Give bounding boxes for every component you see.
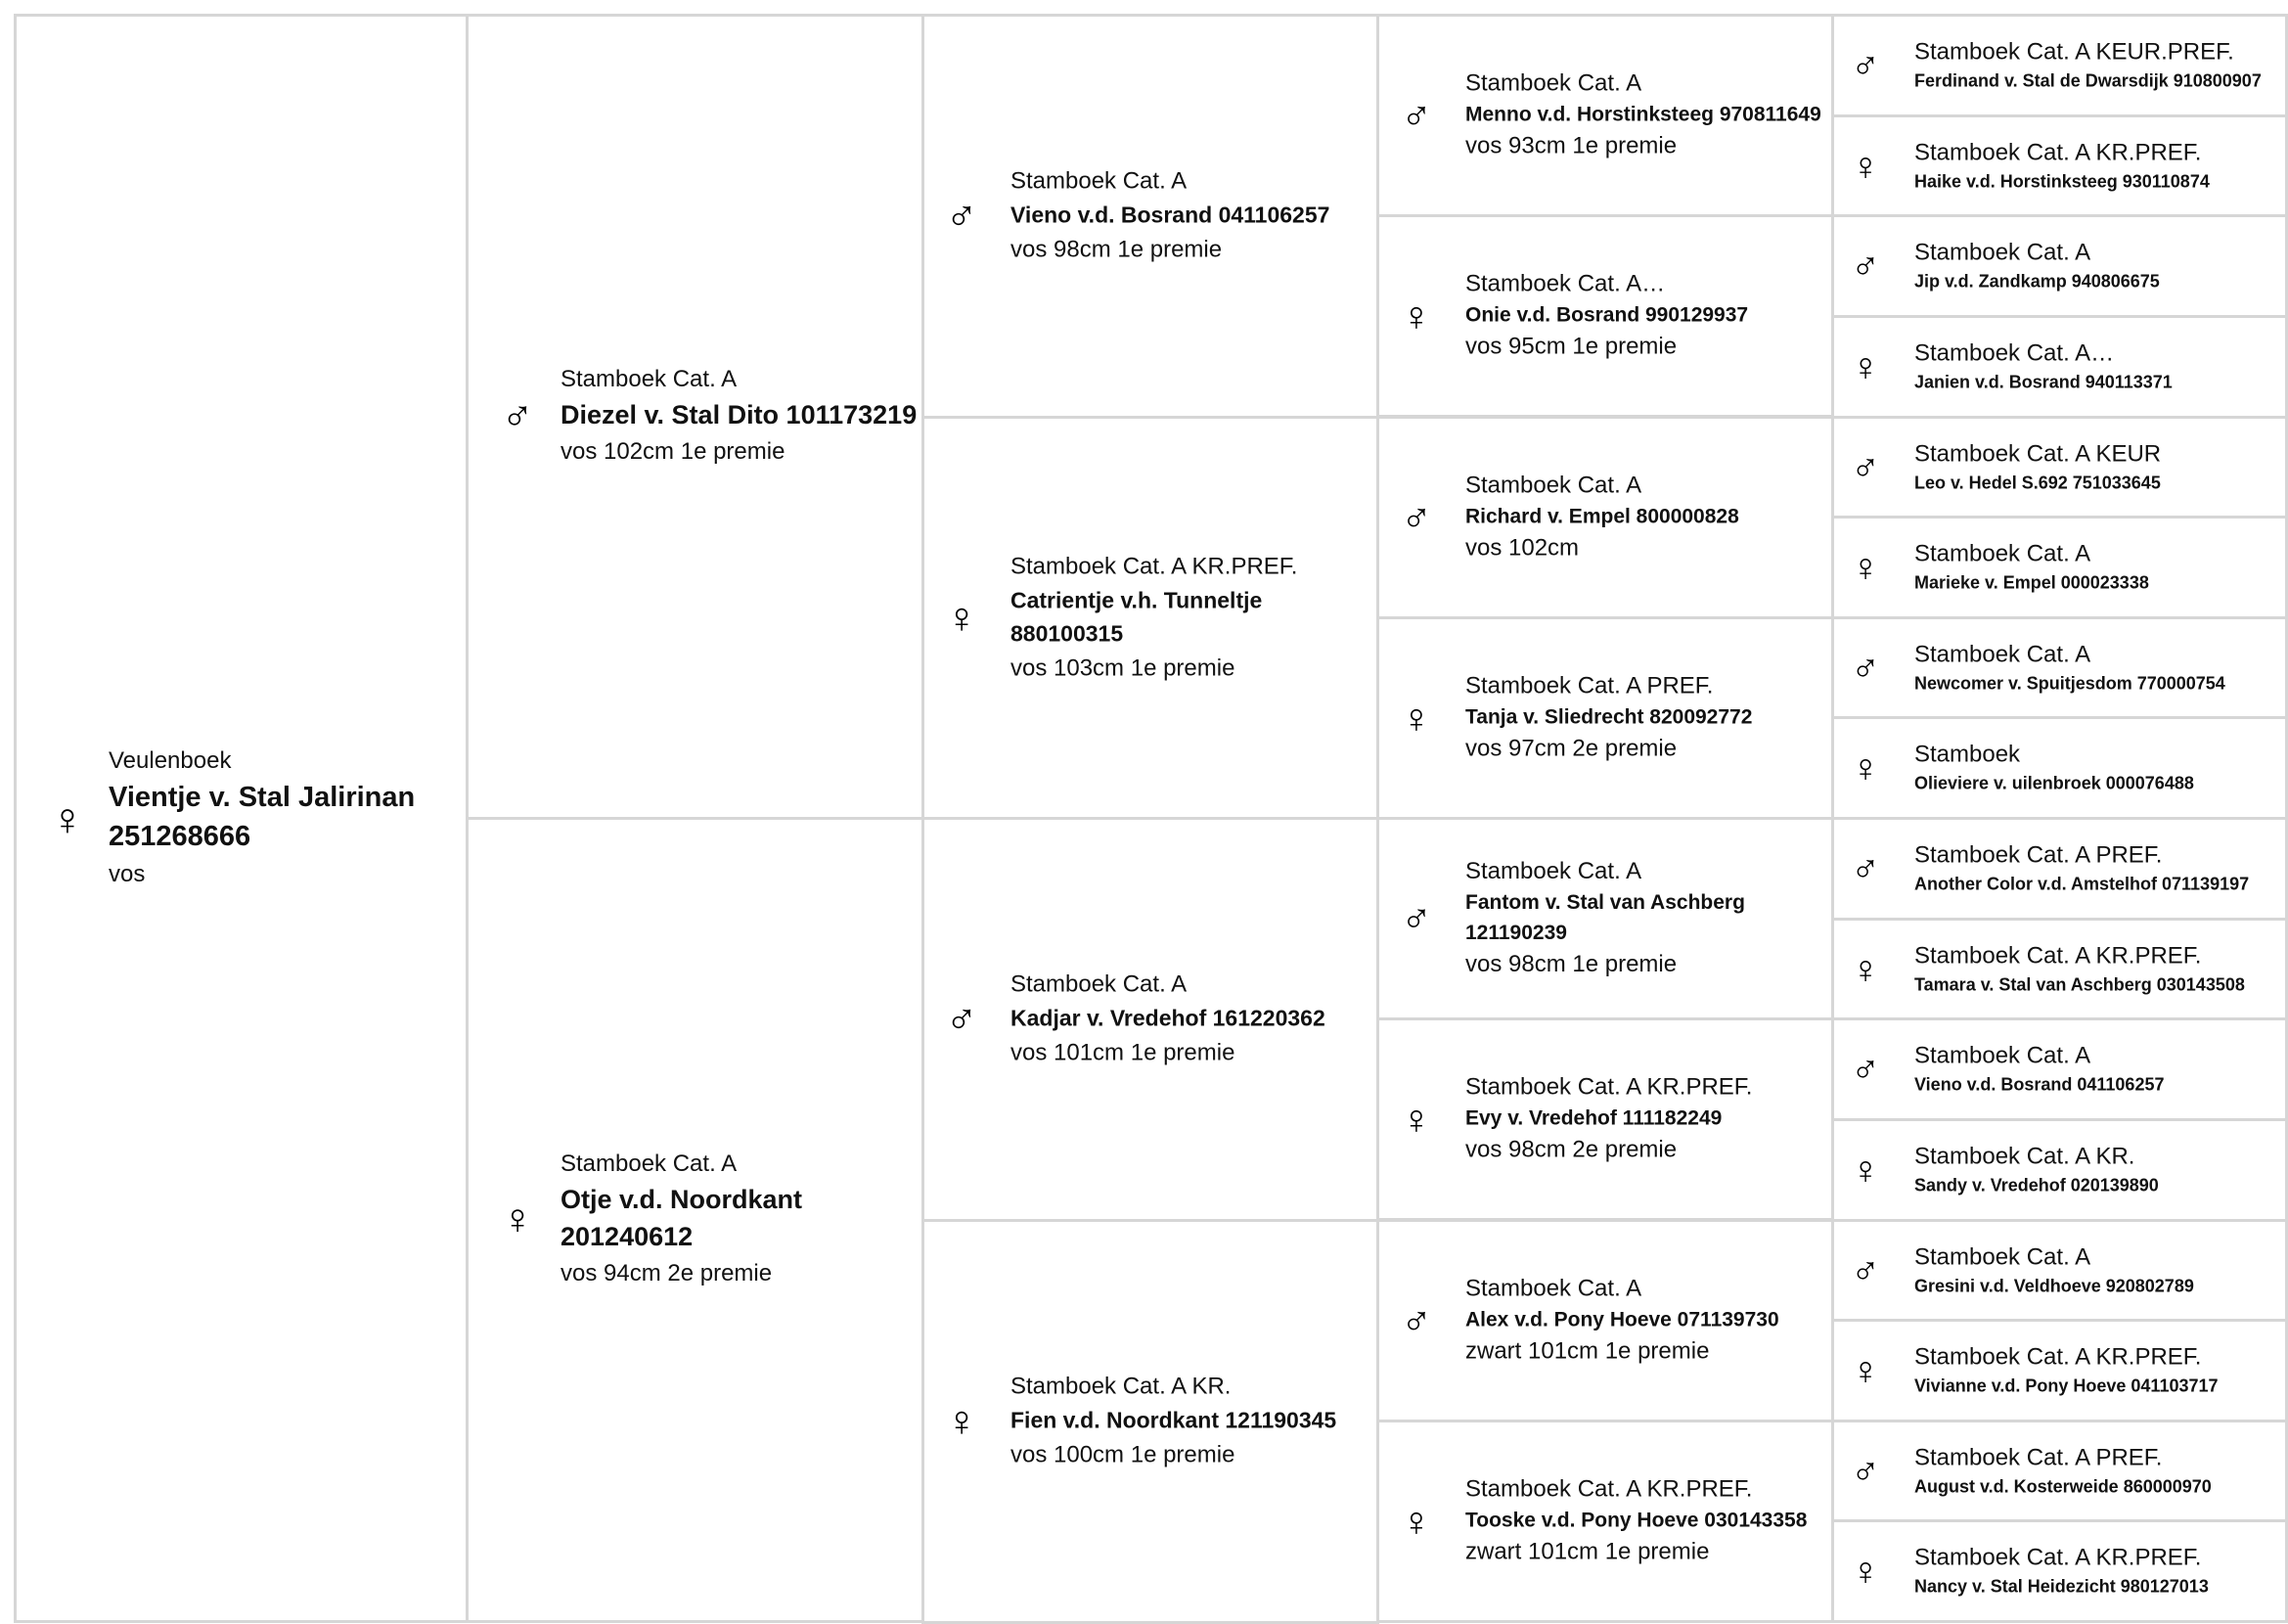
male-symbol-icon: ♂	[1851, 44, 1880, 87]
horse-dss-details: vos 98cm 1e premie	[1465, 951, 1678, 977]
horse-s-content	[469, 363, 921, 471]
horse-dss-name[interactable]: Fantom v. Stal van Aschberg 121190239	[1465, 891, 1745, 944]
horse-ddd-info	[1465, 1474, 1831, 1569]
horse-sdss-info	[1914, 439, 2285, 497]
horse-ssds-content	[1834, 238, 2285, 295]
female-symbol-icon: ♀	[1851, 1149, 1880, 1192]
horse-subject-info	[109, 744, 466, 893]
horse-ssss-content	[1834, 37, 2285, 95]
female-symbol-icon: ♀	[1851, 145, 1880, 188]
horse-dsdd-studbook: Stamboek Cat. A KR.	[1914, 1143, 2135, 1170]
horse-ddd-card[interactable]	[1376, 1420, 1834, 1623]
horse-ds-info	[1010, 969, 1376, 1071]
horse-dsdd-card[interactable]	[1831, 1118, 2288, 1222]
horse-ss-card[interactable]	[921, 14, 1379, 419]
horse-dssd-card[interactable]	[1831, 918, 2288, 1021]
horse-dsdd-content	[1834, 1142, 2285, 1199]
horse-sdds-studbook: Stamboek Cat. A	[1914, 641, 2091, 668]
horse-ddsd-studbook: Stamboek Cat. A KR.PREF.	[1914, 1343, 2202, 1371]
female-symbol-icon: ♀	[1401, 1498, 1432, 1544]
horse-dssd-content	[1834, 941, 2285, 999]
horse-ddd-name[interactable]: Tooske v.d. Pony Hoeve 030143358	[1465, 1509, 1808, 1532]
horse-ssss-info	[1914, 37, 2285, 95]
horse-ssdd-content	[1834, 338, 2285, 396]
horse-d-card[interactable]	[466, 817, 924, 1623]
horse-dddd-card[interactable]	[1831, 1519, 2288, 1623]
horse-ss-studbook: Stamboek Cat. A	[1010, 167, 1188, 195]
horse-sd-card[interactable]	[921, 416, 1379, 821]
horse-dddd-name[interactable]: Nancy v. Stal Heidezicht 980127013	[1914, 1576, 2209, 1597]
horse-sdss-name[interactable]: Leo v. Hedel S.692 751033645	[1914, 473, 2161, 493]
horse-sdsd-content	[1834, 539, 2285, 597]
horse-dss-info	[1465, 856, 1831, 981]
female-symbol-icon: ♀	[1851, 948, 1880, 991]
horse-ddds-content	[1834, 1443, 2285, 1501]
horse-sdsd-info	[1914, 539, 2285, 597]
horse-dssd-info	[1914, 941, 2285, 999]
male-symbol-icon: ♂	[1851, 1450, 1880, 1493]
horse-sssd-card[interactable]	[1831, 114, 2288, 218]
male-symbol-icon: ♂	[945, 995, 978, 1043]
horse-ss-content	[924, 165, 1376, 268]
horse-dsds-studbook: Stamboek Cat. A	[1914, 1042, 2091, 1069]
horse-dsds-card[interactable]	[1831, 1017, 2288, 1121]
horse-sd-studbook: Stamboek Cat. A KR.PREF.	[1010, 553, 1298, 580]
horse-sdd-info	[1465, 671, 1831, 766]
horse-ddss-info	[1914, 1242, 2285, 1300]
male-symbol-icon: ♂	[1851, 446, 1880, 489]
horse-ssdd-info	[1914, 338, 2285, 396]
horse-ddds-card[interactable]	[1831, 1420, 2288, 1523]
horse-ssds-card[interactable]	[1831, 214, 2288, 318]
horse-sdd-details: vos 97cm 2e premie	[1465, 735, 1678, 762]
horse-dsds-info	[1914, 1041, 2285, 1099]
horse-sds-details: vos 102cm	[1465, 534, 1580, 562]
horse-sds-studbook: Stamboek Cat. A	[1465, 472, 1642, 499]
horse-dsd-name[interactable]: Evy v. Vredehof 111182249	[1465, 1106, 1723, 1130]
horse-sddd-studbook: Stamboek	[1914, 741, 2021, 768]
male-symbol-icon: ♂	[1401, 1297, 1432, 1343]
horse-ssdd-studbook: Stamboek Cat. A…	[1914, 339, 2115, 367]
horse-ddsd-name[interactable]: Vivianne v.d. Pony Hoeve 041103717	[1914, 1376, 2219, 1396]
female-symbol-icon: ♀	[50, 792, 85, 844]
horse-ddd-content	[1379, 1474, 1831, 1569]
female-symbol-icon: ♀	[501, 1195, 534, 1243]
horse-subject-content	[17, 744, 466, 893]
horse-s-details: vos 102cm 1e premie	[561, 438, 785, 465]
horse-sdd-content	[1379, 671, 1831, 766]
horse-sssd-name[interactable]: Haike v.d. Horstinksteeg 930110874	[1914, 171, 2210, 192]
horse-subject-name[interactable]: Vientje v. Stal Jalirinan 251268666	[109, 781, 416, 852]
horse-dds-info	[1465, 1274, 1831, 1369]
horse-sds-content	[1379, 471, 1831, 565]
horse-ddss-studbook: Stamboek Cat. A	[1914, 1243, 2091, 1271]
horse-dds-content	[1379, 1274, 1831, 1369]
horse-d-name[interactable]: Otje v.d. Noordkant 201240612	[561, 1185, 803, 1251]
horse-ds-content	[924, 969, 1376, 1071]
horse-sd-name[interactable]: Catrientje v.h. Tunneltje 880100315	[1010, 587, 1263, 647]
horse-sdds-name[interactable]: Newcomer v. Spuitjesdom 770000754	[1914, 673, 2225, 694]
horse-sd-info	[1010, 551, 1376, 687]
horse-dsds-content	[1834, 1041, 2285, 1099]
horse-dddd-info	[1914, 1543, 2285, 1601]
horse-sddd-content	[1834, 740, 2285, 797]
horse-sdd-card[interactable]	[1376, 616, 1834, 820]
horse-ddds-studbook: Stamboek Cat. A PREF.	[1914, 1444, 2163, 1471]
horse-dds-details: zwart 101cm 1e premie	[1465, 1337, 1710, 1365]
horse-sss-details: vos 93cm 1e premie	[1465, 132, 1678, 159]
horse-s-name[interactable]: Diezel v. Stal Dito 101173219	[561, 400, 918, 429]
horse-dd-studbook: Stamboek Cat. A KR.	[1010, 1373, 1232, 1400]
male-symbol-icon: ♂	[1851, 245, 1880, 288]
male-symbol-icon: ♂	[1401, 92, 1432, 138]
horse-ddss-name[interactable]: Gresini v.d. Veldhoeve 920802789	[1914, 1276, 2194, 1296]
male-symbol-icon: ♂	[501, 392, 534, 440]
male-symbol-icon: ♂	[1401, 895, 1432, 941]
horse-dddd-studbook: Stamboek Cat. A KR.PREF.	[1914, 1544, 2202, 1571]
horse-s-card[interactable]	[466, 14, 924, 820]
horse-d-content	[469, 1148, 921, 1292]
horse-dd-content	[924, 1371, 1376, 1473]
female-symbol-icon: ♀	[945, 1397, 978, 1445]
female-symbol-icon: ♀	[1851, 1550, 1880, 1593]
horse-ss-name[interactable]: Vieno v.d. Bosrand 041106257	[1010, 202, 1330, 228]
female-symbol-icon: ♀	[1851, 345, 1880, 388]
horse-dd-card[interactable]	[921, 1219, 1379, 1624]
horse-ds-name[interactable]: Kadjar v. Vredehof 161220362	[1010, 1005, 1325, 1031]
horse-ssd-info	[1465, 269, 1831, 364]
horse-ds-card[interactable]	[921, 817, 1379, 1222]
horse-ddsd-content	[1834, 1342, 2285, 1400]
horse-ssds-info	[1914, 238, 2285, 295]
horse-sssd-studbook: Stamboek Cat. A KR.PREF.	[1914, 139, 2202, 166]
horse-dss-studbook: Stamboek Cat. A	[1465, 858, 1642, 884]
horse-ssss-card[interactable]	[1831, 14, 2288, 117]
horse-ssd-details: vos 95cm 1e premie	[1465, 333, 1678, 360]
horse-sdss-card[interactable]	[1831, 416, 2288, 519]
horse-dd-details: vos 100cm 1e premie	[1010, 1441, 1235, 1468]
horse-d-studbook: Stamboek Cat. A	[561, 1150, 738, 1177]
female-symbol-icon: ♀	[1401, 1096, 1432, 1142]
horse-ddss-content	[1834, 1242, 2285, 1300]
horse-ddsd-info	[1914, 1342, 2285, 1400]
horse-ddd-studbook: Stamboek Cat. A KR.PREF.	[1465, 1475, 1753, 1503]
horse-subject-details: vos	[109, 860, 146, 887]
female-symbol-icon: ♀	[1851, 1349, 1880, 1392]
horse-ssd-name[interactable]: Onie v.d. Bosrand 990129937	[1465, 303, 1749, 327]
horse-ssdd-name[interactable]: Janien v.d. Bosrand 940113371	[1914, 372, 2173, 392]
horse-dsss-card[interactable]	[1831, 817, 2288, 921]
male-symbol-icon: ♂	[1851, 847, 1880, 890]
male-symbol-icon: ♂	[1851, 647, 1880, 690]
horse-dd-name[interactable]: Fien v.d. Noordkant 121190345	[1010, 1407, 1337, 1433]
horse-ssds-studbook: Stamboek Cat. A	[1914, 239, 2091, 266]
horse-sdsd-studbook: Stamboek Cat. A	[1914, 540, 2091, 567]
horse-ddds-name[interactable]: August v.d. Kosterweide 860000970	[1914, 1476, 2212, 1497]
horse-sdds-card[interactable]	[1831, 616, 2288, 720]
horse-dddd-content	[1834, 1543, 2285, 1601]
horse-ssdd-card[interactable]	[1831, 315, 2288, 419]
horse-dsss-info	[1914, 840, 2285, 898]
horse-dd-info	[1010, 1371, 1376, 1473]
horse-dss-content	[1379, 856, 1831, 981]
horse-sssd-content	[1834, 138, 2285, 196]
horse-ddss-card[interactable]	[1831, 1219, 2288, 1323]
horse-dds-card[interactable]	[1376, 1219, 1834, 1422]
horse-subject-studbook: Veulenboek	[109, 746, 232, 774]
horse-sddd-info	[1914, 740, 2285, 797]
horse-sdsd-name[interactable]: Marieke v. Empel 000023338	[1914, 572, 2149, 593]
horse-ssds-name[interactable]: Jip v.d. Zandkamp 940806675	[1914, 271, 2160, 292]
female-symbol-icon: ♀	[945, 594, 978, 642]
horse-ssss-studbook: Stamboek Cat. A KEUR.PREF.	[1914, 38, 2234, 66]
horse-ssd-card[interactable]	[1376, 214, 1834, 418]
horse-dsdd-info	[1914, 1142, 2285, 1199]
horse-sds-name[interactable]: Richard v. Empel 800000828	[1465, 505, 1739, 528]
horse-dsd-info	[1465, 1072, 1831, 1167]
horse-d-details: vos 94cm 2e premie	[561, 1260, 773, 1286]
horse-ss-info	[1010, 165, 1376, 268]
horse-dsds-name[interactable]: Vieno v.d. Bosrand 041106257	[1914, 1074, 2165, 1095]
horse-dssd-studbook: Stamboek Cat. A KR.PREF.	[1914, 942, 2202, 970]
male-symbol-icon: ♂	[1851, 1249, 1880, 1292]
horse-dsss-name[interactable]: Another Color v.d. Amstelhof 071139197	[1914, 874, 2250, 894]
horse-dds-name[interactable]: Alex v.d. Pony Hoeve 071139730	[1465, 1308, 1779, 1331]
horse-sddd-card[interactable]	[1831, 716, 2288, 820]
horse-s-studbook: Stamboek Cat. A	[561, 366, 738, 392]
female-symbol-icon: ♀	[1401, 695, 1432, 741]
horse-sd-content	[924, 551, 1376, 687]
horse-sd-details: vos 103cm 1e premie	[1010, 654, 1235, 682]
horse-sdsd-card[interactable]	[1831, 516, 2288, 619]
horse-dsd-content	[1379, 1072, 1831, 1167]
horse-subject-card[interactable]	[14, 14, 469, 1623]
horse-sdd-name[interactable]: Tanja v. Sliedrecht 820092772	[1465, 705, 1753, 729]
horse-sss-card[interactable]	[1376, 14, 1834, 217]
horse-ds-details: vos 101cm 1e premie	[1010, 1039, 1235, 1066]
horse-dsd-details: vos 98cm 2e premie	[1465, 1136, 1678, 1163]
horse-ssd-studbook: Stamboek Cat. A…	[1465, 270, 1666, 297]
female-symbol-icon: ♀	[1851, 546, 1880, 589]
male-symbol-icon: ♂	[1851, 1048, 1880, 1091]
female-symbol-icon: ♀	[1401, 293, 1432, 338]
horse-s-info	[561, 363, 921, 471]
horse-sss-studbook: Stamboek Cat. A	[1465, 69, 1642, 97]
male-symbol-icon: ♂	[945, 192, 978, 240]
horse-sss-name[interactable]: Menno v.d. Horstinksteeg 970811649	[1465, 103, 1821, 126]
horse-d-info	[561, 1148, 921, 1292]
horse-ds-studbook: Stamboek Cat. A	[1010, 970, 1188, 998]
horse-ddd-details: zwart 101cm 1e premie	[1465, 1538, 1710, 1565]
horse-dsdd-name[interactable]: Sandy v. Vredehof 020139890	[1914, 1175, 2159, 1195]
horse-sddd-name[interactable]: Olieviere v. uilenbroek 000076488	[1914, 773, 2194, 793]
horse-ssss-name[interactable]: Ferdinand v. Stal de Dwarsdijk 910800907	[1914, 70, 2262, 91]
horse-sdss-content	[1834, 439, 2285, 497]
horse-sdds-info	[1914, 640, 2285, 698]
horse-sds-info	[1465, 471, 1831, 565]
female-symbol-icon: ♀	[1851, 746, 1880, 789]
horse-dss-card[interactable]	[1376, 817, 1834, 1020]
horse-ss-details: vos 98cm 1e premie	[1010, 236, 1223, 263]
horse-sss-content	[1379, 68, 1831, 163]
horse-dsd-studbook: Stamboek Cat. A KR.PREF.	[1465, 1073, 1753, 1101]
horse-ddds-info	[1914, 1443, 2285, 1501]
male-symbol-icon: ♂	[1401, 494, 1432, 540]
horse-dds-studbook: Stamboek Cat. A	[1465, 1275, 1642, 1302]
horse-sds-card[interactable]	[1376, 416, 1834, 619]
horse-dsd-card[interactable]	[1376, 1017, 1834, 1221]
horse-sssd-info	[1914, 138, 2285, 196]
horse-dsss-studbook: Stamboek Cat. A PREF.	[1914, 841, 2163, 869]
horse-sdds-content	[1834, 640, 2285, 698]
horse-sdss-studbook: Stamboek Cat. A KEUR	[1914, 440, 2162, 468]
horse-sss-info	[1465, 68, 1831, 163]
horse-ddsd-card[interactable]	[1831, 1319, 2288, 1422]
horse-dsss-content	[1834, 840, 2285, 898]
horse-ssd-content	[1379, 269, 1831, 364]
horse-dssd-name[interactable]: Tamara v. Stal van Aschberg 030143508	[1914, 974, 2245, 995]
horse-sdd-studbook: Stamboek Cat. A PREF.	[1465, 672, 1714, 699]
